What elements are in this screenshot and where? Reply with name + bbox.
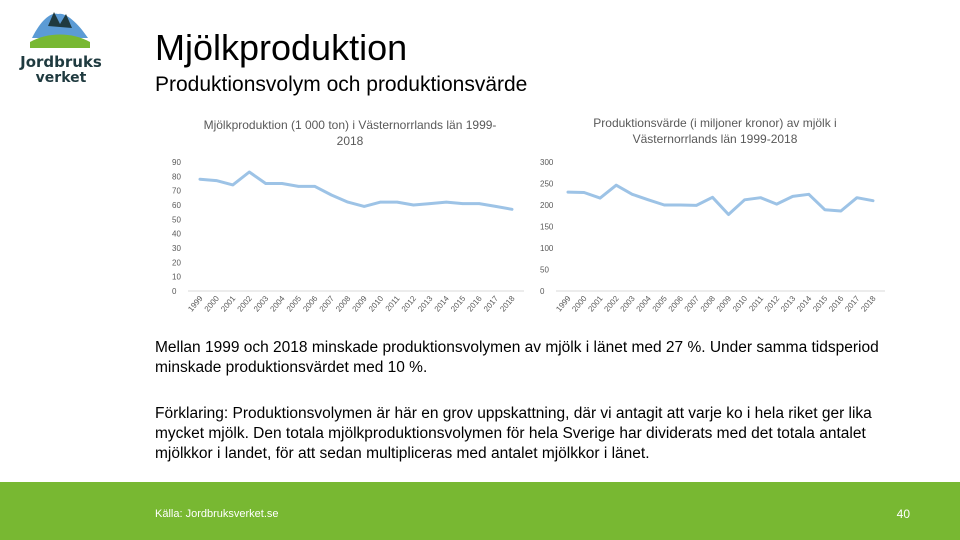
- value-x-tick-label: 2011: [747, 294, 766, 314]
- value-series-line: [568, 185, 873, 214]
- value-data-point: [808, 193, 810, 195]
- value-x-tick-label: 2016: [827, 294, 846, 314]
- volume-data-point: [314, 185, 316, 187]
- logo-text-line2: verket: [35, 70, 87, 86]
- volume-data-point: [412, 204, 414, 206]
- volume-x-tick-label: 2006: [301, 294, 320, 314]
- volume-data-point: [297, 185, 299, 187]
- page-number: 40: [896, 507, 910, 521]
- value-data-point: [759, 196, 761, 198]
- volume-x-tick-label: 2011: [383, 294, 402, 314]
- volume-x-tick-label: 2012: [399, 294, 419, 314]
- volume-x-tick-label: 2003: [251, 294, 271, 314]
- value-data-point: [743, 199, 745, 201]
- value-data-point: [583, 191, 585, 193]
- value-y-tick-label: 300: [540, 158, 554, 167]
- value-data-point: [615, 184, 617, 186]
- value-data-point: [872, 200, 874, 202]
- volume-y-tick-label: 90: [172, 158, 181, 167]
- volume-x-tick-label: 2000: [202, 294, 222, 314]
- value-data-point: [695, 204, 697, 206]
- value-data-point: [775, 203, 777, 205]
- value-x-tick-label: 1999: [554, 294, 573, 314]
- volume-data-point: [264, 182, 266, 184]
- volume-data-point: [215, 179, 217, 181]
- value-data-point: [792, 195, 794, 197]
- volume-y-tick-label: 30: [172, 244, 181, 253]
- volume-y-tick-label: 60: [172, 201, 181, 210]
- value-x-tick-label: 2003: [618, 294, 637, 314]
- chart-volume-title: Mjölkproduktion (1 000 ton) i Västernorrlands län 1999-2018: [203, 118, 497, 149]
- value-y-tick-label: 150: [540, 222, 554, 232]
- volume-data-point: [379, 201, 381, 203]
- volume-series-line: [200, 172, 512, 209]
- chart-value-title: Produktionsvärde (i miljoner kronor) av mjölk i Västernorrlands län 1999-2018: [593, 116, 837, 147]
- volume-data-point: [330, 194, 332, 196]
- volume-x-tick-label: 1999: [186, 294, 205, 314]
- value-data-point: [727, 213, 729, 215]
- volume-y-tick-label: 20: [172, 258, 181, 268]
- volume-y-tick-label: 40: [172, 229, 181, 239]
- value-x-tick-label: 2000: [570, 294, 589, 314]
- volume-y-tick-label: 50: [172, 215, 181, 225]
- value-y-tick-label: 50: [540, 265, 549, 275]
- value-data-point: [840, 210, 842, 212]
- value-x-tick-label: 2009: [714, 294, 734, 314]
- value-data-point: [856, 196, 858, 198]
- volume-x-tick-label: 2013: [416, 294, 435, 314]
- volume-y-tick-label: 80: [172, 172, 181, 182]
- value-x-tick-label: 2018: [859, 294, 878, 314]
- footer-source: Källa: Jordbruksverket.se: [155, 508, 279, 520]
- page-subtitle: Produktionsvolym och produktionsvärde: [155, 73, 528, 96]
- volume-data-point: [445, 201, 447, 203]
- volume-data-point: [478, 202, 480, 204]
- volume-data-point: [494, 205, 496, 207]
- page-title: Mjölkproduktion: [155, 27, 408, 68]
- value-x-tick-label: 2012: [762, 294, 782, 314]
- volume-x-tick-label: 2018: [498, 294, 517, 314]
- volume-x-tick-label: 2015: [448, 294, 468, 314]
- volume-x-tick-label: 2014: [432, 294, 451, 314]
- value-x-tick-label: 2017: [843, 294, 862, 314]
- volume-y-tick-label: 70: [172, 186, 181, 196]
- value-x-tick-label: 2007: [682, 294, 702, 314]
- volume-x-tick-label: 2001: [219, 294, 238, 314]
- volume-data-point: [462, 202, 464, 204]
- value-y-tick-label: 200: [540, 201, 554, 210]
- value-data-point: [663, 204, 665, 206]
- volume-y-tick-label: 0: [172, 287, 177, 296]
- volume-x-tick-label: 2004: [268, 294, 287, 314]
- value-data-point: [631, 193, 633, 195]
- volume-data-point: [396, 201, 398, 203]
- volume-data-point: [199, 178, 201, 180]
- volume-data-point: [429, 202, 431, 204]
- value-x-tick-label: 2001: [586, 294, 605, 314]
- volume-data-point: [232, 184, 234, 186]
- value-data-point: [599, 197, 601, 199]
- value-data-point: [647, 199, 649, 201]
- value-data-point: [567, 191, 569, 193]
- volume-x-tick-label: 2005: [284, 294, 304, 314]
- value-x-tick-label: 2014: [795, 294, 814, 314]
- value-x-tick-label: 2006: [666, 294, 685, 314]
- value-x-tick-label: 2015: [811, 294, 830, 314]
- value-data-point: [711, 196, 713, 198]
- value-y-tick-label: 100: [540, 244, 554, 253]
- volume-data-point: [347, 201, 349, 203]
- volume-x-tick-label: 2008: [334, 294, 353, 314]
- volume-data-point: [248, 171, 250, 173]
- value-data-point: [824, 209, 826, 211]
- volume-x-tick-label: 2009: [350, 294, 369, 314]
- value-x-tick-label: 2004: [634, 294, 653, 314]
- volume-data-point: [281, 182, 283, 184]
- explanation-paragraph: Förklaring: Produktionsvolymen är här en grov uppskattning, där vi antagit att varje ko i hela riket ger lika mycket mjölk. Den totala mjölkproduktionsvolymen för hela Sverige har dividerats med det totala antalet mjölkkor i landet, för att sedan multipliceras med antalet mjölkkor i länet.: [155, 405, 872, 462]
- volume-data-point: [363, 205, 365, 207]
- value-x-tick-label: 2005: [650, 294, 669, 314]
- volume-data-point: [511, 208, 513, 210]
- volume-x-tick-label: 2007: [317, 294, 336, 314]
- volume-y-tick-label: 10: [172, 272, 181, 282]
- footer-band: [0, 482, 960, 540]
- volume-x-tick-label: 2010: [366, 294, 386, 314]
- value-y-tick-label: 250: [540, 179, 554, 189]
- value-y-tick-label: 0: [540, 287, 545, 296]
- value-x-tick-label: 2002: [602, 294, 621, 314]
- volume-x-tick-label: 2017: [481, 294, 501, 314]
- value-x-tick-label: 2010: [730, 294, 750, 314]
- logo-text-line1: Jordbruks: [20, 53, 102, 71]
- volume-x-tick-label: 2016: [465, 294, 484, 314]
- volume-x-tick-label: 2002: [235, 294, 254, 314]
- summary-paragraph: Mellan 1999 och 2018 minskade produktionsvolymen av mjölk i länet med 27 %. Under samma tidsperiod minskade produktionsvärdet med 10 %.: [155, 339, 879, 376]
- value-x-tick-label: 2013: [778, 294, 798, 314]
- value-data-point: [679, 204, 681, 206]
- value-x-tick-label: 2008: [698, 294, 718, 314]
